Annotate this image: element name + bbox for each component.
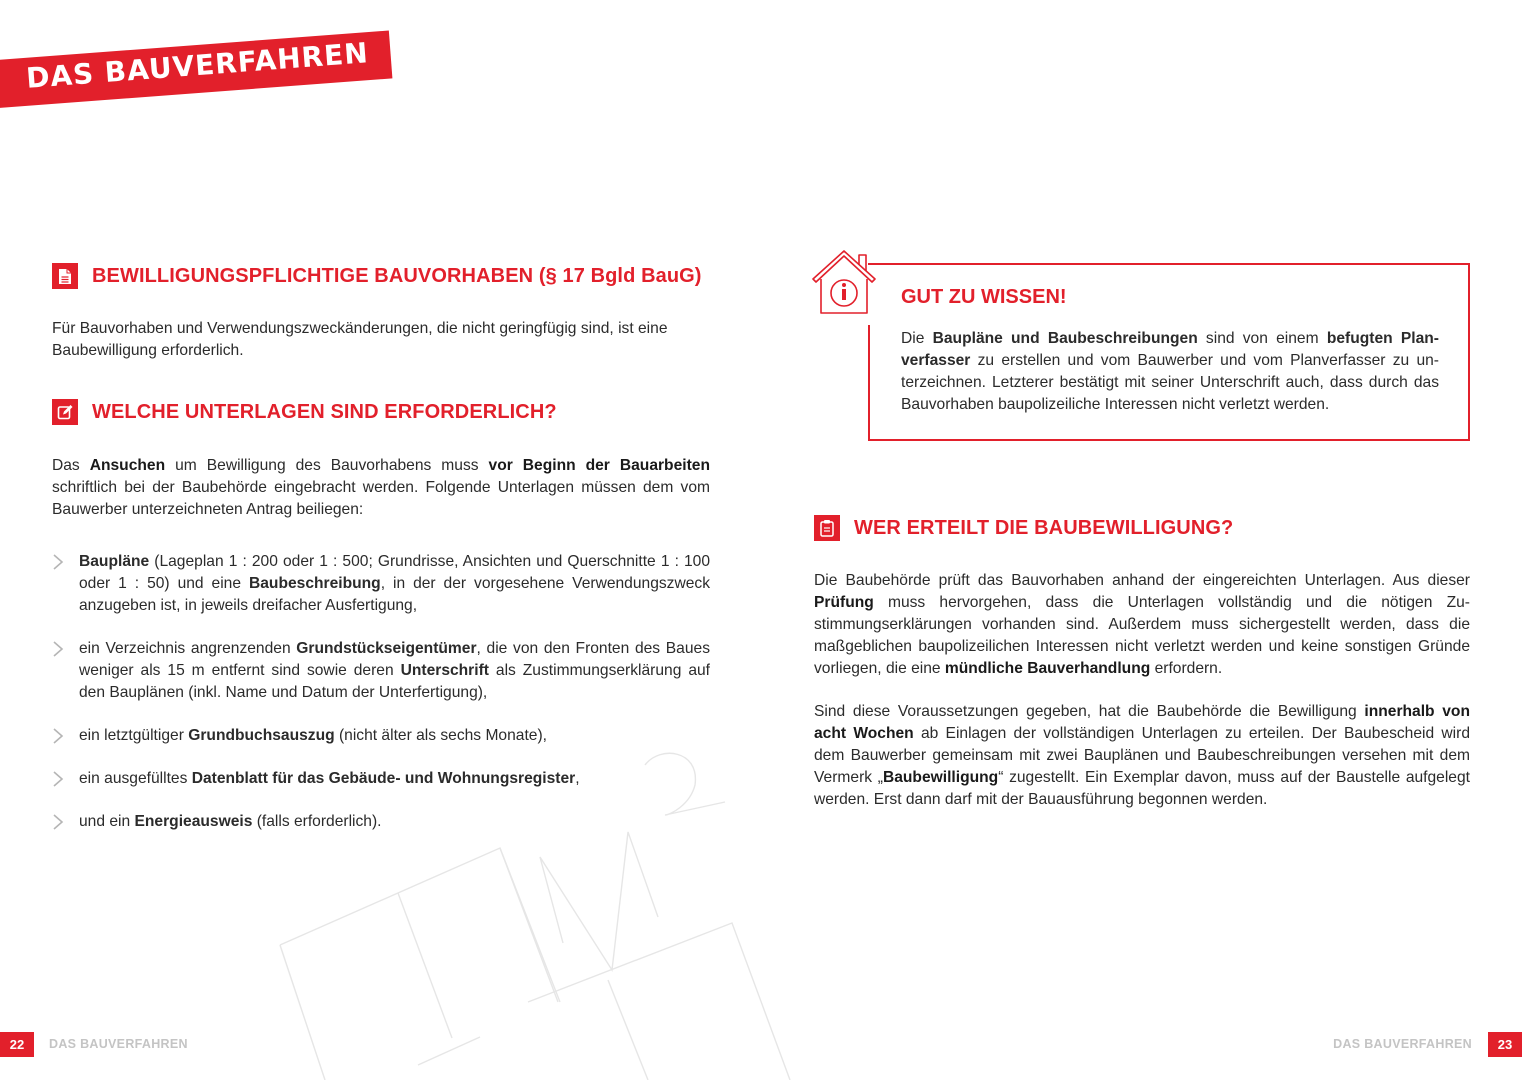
body-text: und ein bbox=[79, 813, 135, 830]
emphasis-text: Baubeschreibung bbox=[248, 575, 381, 592]
body-text: zu erstellen und vom Bauwerber und vom Planverfasser zu unterzeichnen. Letzterer bestätigt mit seiner Unterschrift auch, dass durch das Bauvorhaben baupolizeiliche Interessen nicht verletzt werden. bbox=[901, 352, 1439, 413]
emphasis-text: Datenblatt für das Gebäude- und Wohnungsregister bbox=[191, 770, 576, 787]
emphasis-text: innerhalb von acht Wochen bbox=[814, 703, 1470, 742]
section-title: BEWILLIGUNGSPFLICHTIGE BAUVORHABEN (§ 17 Bgld BauG) bbox=[92, 264, 702, 287]
body-text: , in der der vorgesehene Verwendungszweck anzugeben ist, in jeweils dreifacher Ausfertigung, bbox=[79, 575, 710, 614]
emphasis-text: befugten Planverfasser bbox=[901, 330, 1439, 369]
body-text: “ zugestellt. Ein Exemplar davon, muss auf der Baustelle aufgelegt werden. Erst dann darf mit der Bauausführung begonnen werden. bbox=[814, 769, 1470, 808]
emphasis-text: vor Beginn der Bauarbeiten bbox=[488, 457, 710, 474]
page-number-right: 23 bbox=[1488, 1032, 1522, 1057]
body-text: , die von den Fronten des Baues weniger als 15 m entfernt sind sowie deren bbox=[79, 640, 710, 679]
body-text: muss hervorgehen, dass die Unterlagen vollständig und die nötigen Zustimmungserklärungen vorhanden sind. Außerdem muss sichergestellt werden, dass die maßgeblichen baupolizeilichen Interessen nicht verletzt werden und keine sonstigen Gründe vorliegen, die eine bbox=[814, 594, 1470, 677]
emphasis-text: Baupläne bbox=[79, 553, 150, 570]
body-text: um Bewilligung des Bauvorhabens muss bbox=[165, 457, 489, 474]
section-title: WER ERTEILT DIE BAUBEWILLIGUNG? bbox=[854, 516, 1234, 539]
body-text: Das bbox=[52, 457, 90, 474]
section-baubewilligung-heading bbox=[814, 515, 1233, 541]
body-text: erfordern. bbox=[1150, 660, 1223, 677]
chevron-right-icon bbox=[52, 641, 64, 657]
emphasis-text: Grundstückseigentümer bbox=[296, 640, 477, 657]
footer-label-left: DAS BAUVERFAHREN bbox=[49, 1037, 188, 1051]
info-box-text bbox=[901, 328, 1439, 416]
list-item bbox=[52, 768, 710, 790]
body-text: Sind diese Voraussetzungen gegeben, hat die Baubehörde die Bewilligung bbox=[814, 703, 1365, 720]
emphasis-text: Unterschrift bbox=[400, 662, 489, 679]
page-number-left: 22 bbox=[0, 1032, 34, 1057]
footer-label-right: DAS BAUVERFAHREN bbox=[1333, 1037, 1472, 1051]
chevron-right-icon bbox=[52, 728, 64, 744]
emphasis-text: Prüfung bbox=[814, 594, 874, 611]
document-icon bbox=[52, 263, 78, 289]
chevron-right-icon bbox=[52, 814, 64, 830]
section-baubewilligung-para1 bbox=[814, 570, 1470, 680]
section-bewilligungspflichtig-text: Für Bauvorhaben und Verwendungszweckänderungen, die nicht geringfügig sind, ist eine Baubewilligung erforderlich. bbox=[52, 320, 668, 359]
body-text: Die Baubehörde prüft das Bauvorhaben anhand der eingereichten Unterlagen. Aus dieser bbox=[814, 572, 1470, 589]
list-item bbox=[52, 725, 710, 747]
required-documents-list bbox=[52, 551, 710, 833]
chevron-right-icon bbox=[52, 771, 64, 787]
section-bewilligungspflichtig-heading bbox=[52, 263, 702, 289]
emphasis-text: Ansuchen bbox=[89, 457, 166, 474]
list-item bbox=[52, 638, 710, 704]
list-item bbox=[52, 811, 710, 833]
section-title: WELCHE UNTERLAGEN SIND ERFORDERLICH? bbox=[92, 400, 557, 423]
section-baubewilligung-para2 bbox=[814, 701, 1470, 811]
house-info-icon bbox=[811, 249, 877, 317]
body-text: (Lageplan 1 : 200 oder 1 : 500; Grundrisse, Ansichten und Querschnitte 1 : 100 oder 1 : 50) und eine bbox=[79, 553, 710, 592]
body-text: ein letztgültiger bbox=[79, 727, 189, 744]
body-text: ab Einlagen der vollständigen Unterlagen zu erteilen. Der Baubescheid wird dem Bauwerber gemeinsam mit zwei Bauplänen und Baubeschreibungen versehen mit dem Vermerk „ bbox=[814, 725, 1470, 786]
section-unterlagen-heading bbox=[52, 399, 557, 425]
emphasis-text: Baubewilligung bbox=[882, 769, 999, 786]
chevron-right-icon bbox=[52, 554, 64, 570]
emphasis-text: mündliche Bauverhandlung bbox=[944, 660, 1151, 677]
edit-icon bbox=[52, 399, 78, 425]
emphasis-text: Baupläne und Baubeschreibungen bbox=[932, 330, 1198, 347]
page-title: DAS BAUVERFAHREN bbox=[25, 36, 370, 95]
info-box-title: GUT ZU WISSEN! bbox=[901, 286, 1067, 308]
body-text: (nicht älter als sechs Monate), bbox=[334, 727, 547, 744]
body-text: ein ausgefülltes bbox=[79, 770, 192, 787]
body-text: schriftlich bei der Baubehörde eingebracht werden. Folgende Unterlagen müssen dem vom Bauwerber unterzeichneten Antrag beiliegen: bbox=[52, 479, 710, 518]
emphasis-text: Grundbuchsauszug bbox=[188, 727, 335, 744]
body-text: Die bbox=[901, 330, 933, 347]
body-text: sind von einem bbox=[1197, 330, 1327, 347]
emphasis-text: Energieausweis bbox=[134, 813, 253, 830]
clipboard-icon bbox=[814, 515, 840, 541]
body-text: , bbox=[575, 770, 580, 787]
section-unterlagen-intro bbox=[52, 455, 710, 521]
body-text: ein Verzeichnis angrenzenden bbox=[79, 640, 297, 657]
list-item bbox=[52, 551, 710, 617]
body-text: (falls erforderlich). bbox=[252, 813, 382, 830]
body-text: als Zustimmungserklärung auf den Bauplänen (inkl. Name und Datum der Unterfertigung), bbox=[79, 662, 710, 701]
